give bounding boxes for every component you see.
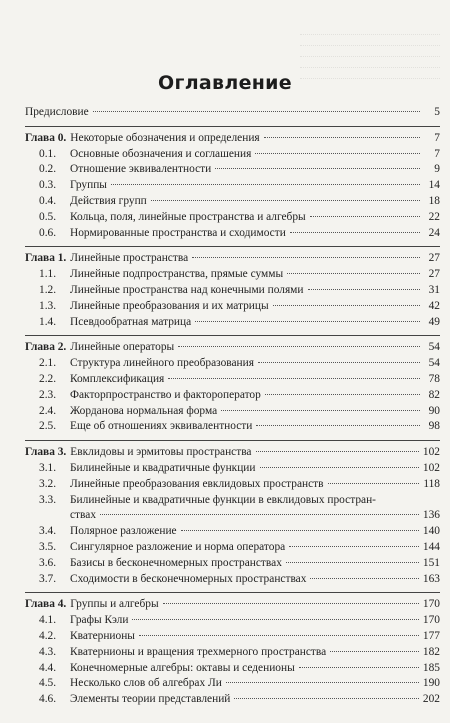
section-title: Билинейные и квадратичные функции [70,461,256,474]
section-number: 3.5. [39,540,57,553]
section-number: 4.6. [39,693,57,706]
leader-dots [215,168,420,169]
section-number: 3.6. [39,556,57,569]
section-number: 2.3. [39,388,57,401]
section-number: 0.1. [39,147,57,160]
leader-dots [287,273,420,274]
toc-section-3-7[interactable] [25,572,440,588]
section-number: 4.2. [39,629,57,642]
leader-dots [308,289,421,290]
page-number: 7 [434,147,440,160]
section-title: Отношение эквивалентности [70,163,212,176]
leader-dots [310,216,420,217]
section-number: 1.3. [39,299,57,312]
page-number: 170 [422,614,440,627]
page-number: 90 [428,404,440,417]
leader-dots [273,305,420,306]
leader-dots [168,378,420,379]
toc-chapter-1[interactable] [25,251,440,267]
section-number: 0.5. [39,210,57,223]
leader-dots [111,184,420,185]
page-number: 54 [428,341,440,354]
section-title: Комплексификация [70,372,165,385]
toc-section-0-1[interactable] [25,147,440,163]
leader-dots [264,137,420,138]
page-number: 190 [422,677,440,690]
chapter-label: Глава 1. [25,252,67,265]
toc-section-0-2[interactable] [25,162,440,178]
chapter-label: Глава 3. [25,446,67,459]
leader-dots [192,257,420,258]
toc-section-3-3[interactable] [25,493,440,509]
toc-section-1-1[interactable] [25,267,440,283]
section-number: 1.2. [39,283,57,296]
toc-section-1-3[interactable] [25,299,440,315]
toc-chapter-0[interactable] [25,131,440,147]
leader-dots [330,651,419,652]
section-title: Группы [70,179,107,192]
toc-section-2-2[interactable] [25,372,440,388]
section-number: 2.5. [39,420,57,433]
chapter-label: Глава 4. [25,598,67,611]
page-number: 98 [428,420,440,433]
page-number: 18 [428,194,440,207]
section-number: 4.1. [39,614,57,627]
section-number: 4.4. [39,661,57,674]
leader-dots [93,111,420,112]
section-title-continuation: ствах [70,509,97,522]
toc-section-2-3[interactable] [25,388,440,404]
table-of-contents [25,105,440,708]
section-title: Нормированные пространства и сходимости [70,226,286,239]
section-number: 1.1. [39,268,57,281]
section-number: 0.6. [39,226,57,239]
leader-dots [255,153,420,154]
section-title: Полярное разложение [70,525,177,538]
section-number: 3.3. [39,493,57,506]
page-number: 182 [422,645,440,658]
leader-dots [328,483,420,484]
section-title: Сингулярное разложение и норма оператора [70,540,286,553]
page-number: 27 [428,268,440,281]
toc-entry-preface[interactable] [25,105,440,121]
leader-dots [100,514,419,515]
section-number: 1.4. [39,315,57,328]
page-number: 177 [422,629,440,642]
toc-section-0-4[interactable] [25,194,440,210]
section-title: Кватернионы [70,629,135,642]
toc-section-4-1[interactable] [25,613,440,629]
chapter-divider [25,335,440,336]
section-title: Основные обозначения и соглашения [70,147,252,160]
page-number: 27 [428,252,440,265]
page-title: Оглавление [158,72,292,94]
leader-dots [289,546,419,547]
page-number: 22 [428,210,440,223]
chapter-divider [25,246,440,247]
section-number: 0.3. [39,179,57,192]
chapter-divider [25,126,440,127]
entry-title: Предисловие [25,106,89,118]
leader-dots [221,410,420,411]
section-title: Линейные преобразования евклидовых пространств [70,477,324,490]
leader-dots [256,451,419,452]
section-title: Еще об отношениях эквивалентности [70,420,253,433]
page-number: 82 [428,388,440,401]
leader-dots [226,682,419,683]
page-number: 24 [428,226,440,239]
section-number: 0.2. [39,163,57,176]
leader-dots [139,635,419,636]
section-title: Факторпространство и фактороператор [70,388,261,401]
page-number: 49 [428,315,440,328]
toc-section-3-1[interactable] [25,461,440,477]
section-number: 3.7. [39,572,57,585]
section-number: 0.4. [39,194,57,207]
leader-dots [132,619,418,620]
page-number: 170 [422,598,440,611]
chapter-title: Группы и алгебры [70,598,159,611]
page-number: 202 [422,693,440,706]
toc-section-0-6[interactable] [25,226,440,242]
page-number: 140 [422,525,440,538]
section-title: Графы Кэли [70,614,129,627]
toc-section-4-2[interactable] [25,629,440,645]
toc-section-2-1[interactable] [25,356,440,372]
page-number: 9 [434,163,440,176]
section-title: Элементы теории представлений [70,693,231,706]
toc-section-0-5[interactable] [25,210,440,226]
section-title: Кольца, поля, линейные пространства и алгебры [70,210,306,223]
leader-dots [265,394,420,395]
page-number: 118 [423,477,440,490]
leader-dots [260,467,419,468]
toc-chapter-3[interactable] [25,445,440,461]
section-number: 3.2. [39,477,57,490]
page-number: 78 [428,372,440,385]
page-number: 102 [422,461,440,474]
leader-dots [256,425,420,426]
page-number: 5 [434,106,440,118]
page-number: 151 [422,556,440,569]
section-number: 2.2. [39,372,57,385]
leader-dots [195,321,420,322]
section-number: 4.3. [39,645,57,658]
toc-chapter-2[interactable] [25,340,440,356]
toc-section-3-5[interactable] [25,540,440,556]
leader-dots [286,562,419,563]
toc-section-3-6[interactable] [25,556,440,572]
toc-section-0-3[interactable] [25,178,440,194]
leader-dots [234,698,419,699]
toc-section-4-6[interactable] [25,692,440,708]
toc-section-2-5[interactable] [25,419,440,435]
page-number: 31 [428,283,440,296]
toc-section-3-4[interactable] [25,524,440,540]
section-title: Кватернионы и вращения трехмерного пространства [70,645,327,658]
page-number: 14 [428,179,440,192]
chapter-title: Некоторые обозначения и определения [70,131,260,144]
section-title: Линейные пространства над конечными полями [70,283,304,296]
toc-section-4-3[interactable] [25,645,440,661]
page-number: 42 [428,299,440,312]
section-number: 4.5. [39,677,57,690]
toc-section-1-4[interactable] [25,315,440,331]
leader-dots [163,603,419,604]
section-title: Линейные подпространства, прямые суммы [70,268,284,281]
section-number: 2.4. [39,404,57,417]
toc-section-4-5[interactable] [25,676,440,692]
toc-section-3-2[interactable] [25,477,440,493]
toc-section-2-4[interactable] [25,404,440,420]
toc-section-1-2[interactable] [25,283,440,299]
leader-dots [290,232,420,233]
section-title: Линейные преобразования и их матрицы [70,299,269,312]
page-number: 7 [434,131,440,144]
section-title: Сходимости в бесконечномерных пространствах [70,572,307,585]
section-title: Билинейные и квадратичные функции в евклидовых простран- [70,493,376,506]
page-number: 163 [422,572,440,585]
page-number: 102 [422,446,440,459]
toc-chapter-4[interactable] [25,597,440,613]
section-title: Конечномерные алгебры: октавы и седенионы [70,661,295,674]
leader-dots [151,200,420,201]
section-title: Действия групп [70,194,147,207]
section-title: Псевдообратная матрица [70,315,192,328]
leader-dots [310,578,418,579]
chapter-divider [25,440,440,441]
page-number: 144 [422,540,440,553]
leader-dots [181,530,419,531]
section-title: Базисы в бесконечномерных пространствах [70,556,282,569]
section-number: 3.1. [39,461,57,474]
chapter-divider [25,592,440,593]
chapter-title: Евклидовы и эрмитовы пространства [70,446,252,459]
section-number: 3.4. [39,525,57,538]
chapter-label: Глава 0. [25,131,67,144]
chapter-label: Глава 2. [25,341,67,354]
page-number: 185 [422,661,440,674]
page-number: 54 [428,357,440,370]
leader-dots [258,362,420,363]
section-title: Жорданова нормальная форма [70,404,218,417]
leader-dots [178,346,420,347]
toc-section-4-4[interactable] [25,661,440,677]
section-title: Структура линейного преобразования [70,357,254,370]
page-number: 136 [422,509,440,522]
toc-section-continuation[interactable] [25,508,440,524]
section-title: Несколько слов об алгебрах Ли [70,677,222,690]
leader-dots [299,667,419,668]
chapter-title: Линейные операторы [70,341,175,354]
chapter-title: Линейные пространства [70,252,189,265]
section-number: 2.1. [39,357,57,370]
